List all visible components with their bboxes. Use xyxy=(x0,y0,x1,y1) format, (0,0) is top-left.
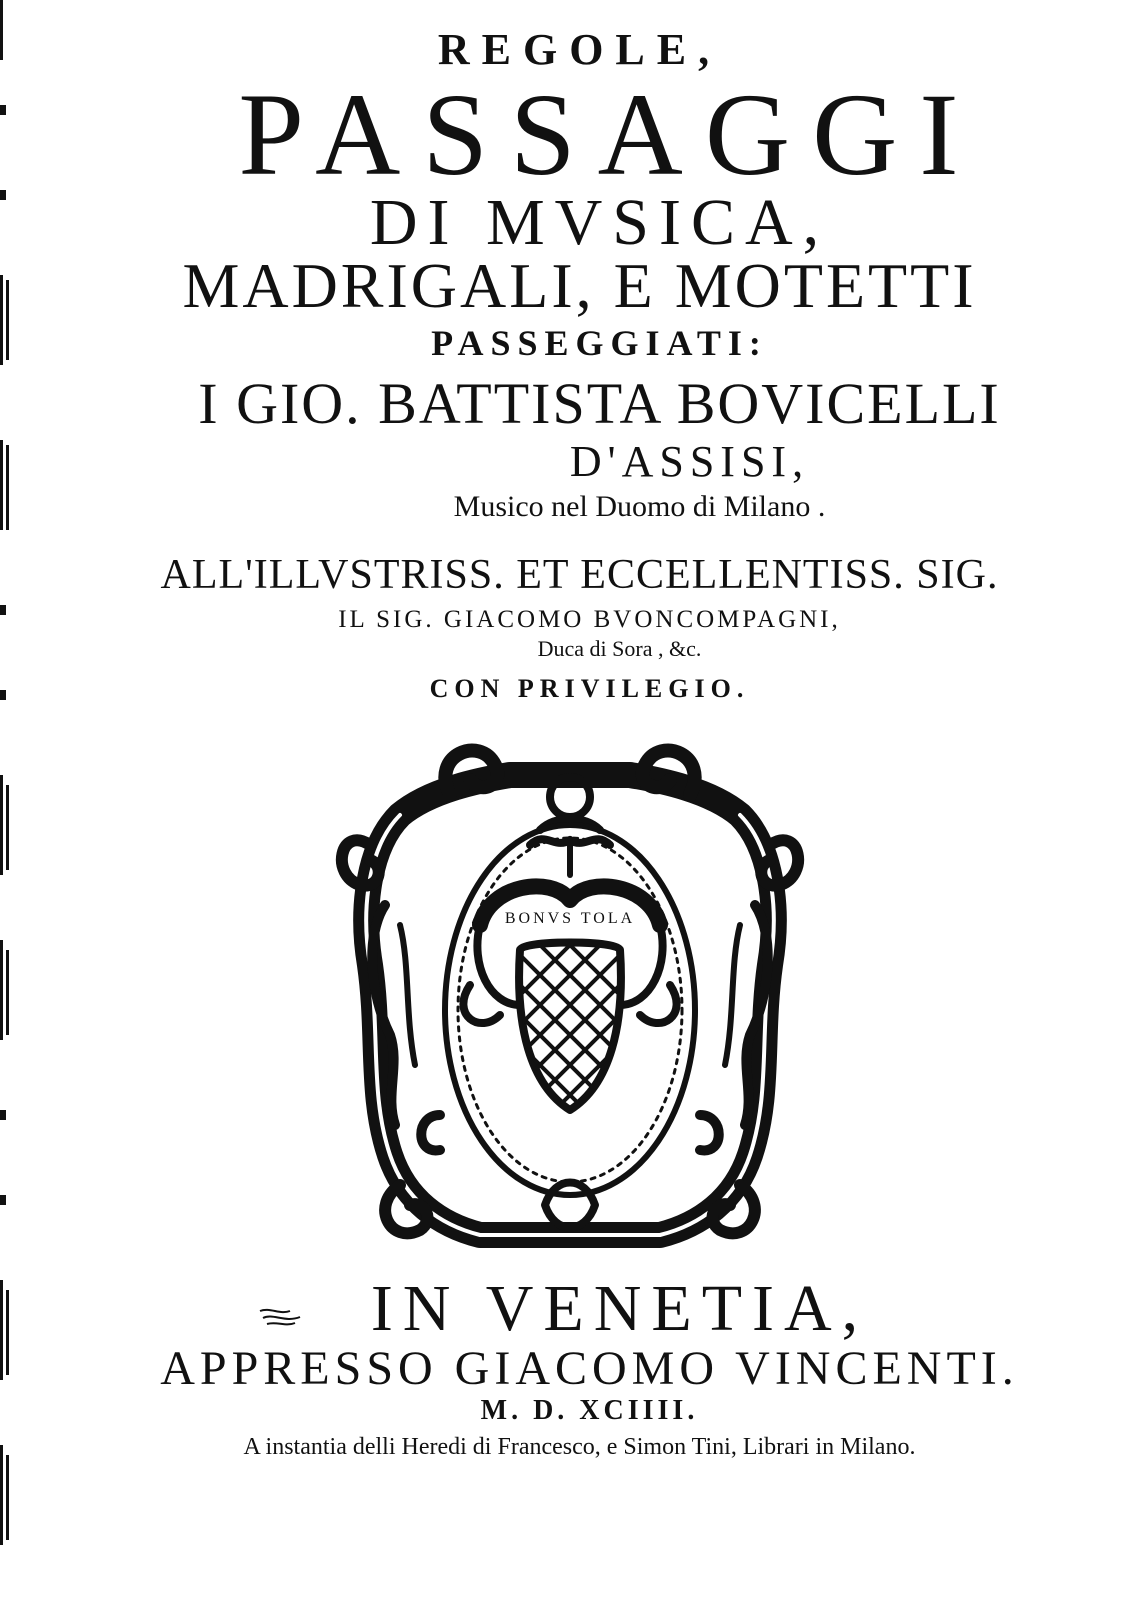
title-madrigali: MADRIGALI, E MOTETTI xyxy=(182,250,977,321)
coat-of-arms-emblem xyxy=(330,735,810,1255)
dedicatee-name: IL SIG. GIACOMO BVONCOMPAGNI, xyxy=(338,606,841,633)
title-passeggiati: PASSEGGIATI: xyxy=(431,323,768,363)
title-di-musica: DI MVSICA, xyxy=(369,186,830,259)
privilege-notice: CON PRIVILEGIO. xyxy=(429,674,750,703)
author-origin: D'ASSISI, xyxy=(569,437,810,486)
title-regole: REGOLE, xyxy=(437,25,722,74)
title-passaggi: PASSAGGI xyxy=(238,69,981,200)
imprint-printer: APPRESSO GIACOMO VINCENTI. xyxy=(160,1342,1019,1395)
author-position: Musico nel Duomo di Milano . xyxy=(453,490,826,523)
author-name: I GIO. BATTISTA BOVICELLI xyxy=(198,371,1001,436)
dedication-line: ALL'ILLVSTRISS. ET ECCELLENTISS. SIG. xyxy=(160,552,999,598)
imprint-date: M. D. XCIIII. xyxy=(480,1395,699,1426)
imprint-city: IN VENETIA, xyxy=(370,1272,869,1345)
dedicatee-title: Duca di Sora , &c. xyxy=(537,636,702,661)
emblem-motto: BONVS TOLA xyxy=(504,910,636,927)
imprint-sponsor: A instantia delli Heredi di Francesco, e Simon Tini, Librari in Milano. xyxy=(243,1434,916,1460)
